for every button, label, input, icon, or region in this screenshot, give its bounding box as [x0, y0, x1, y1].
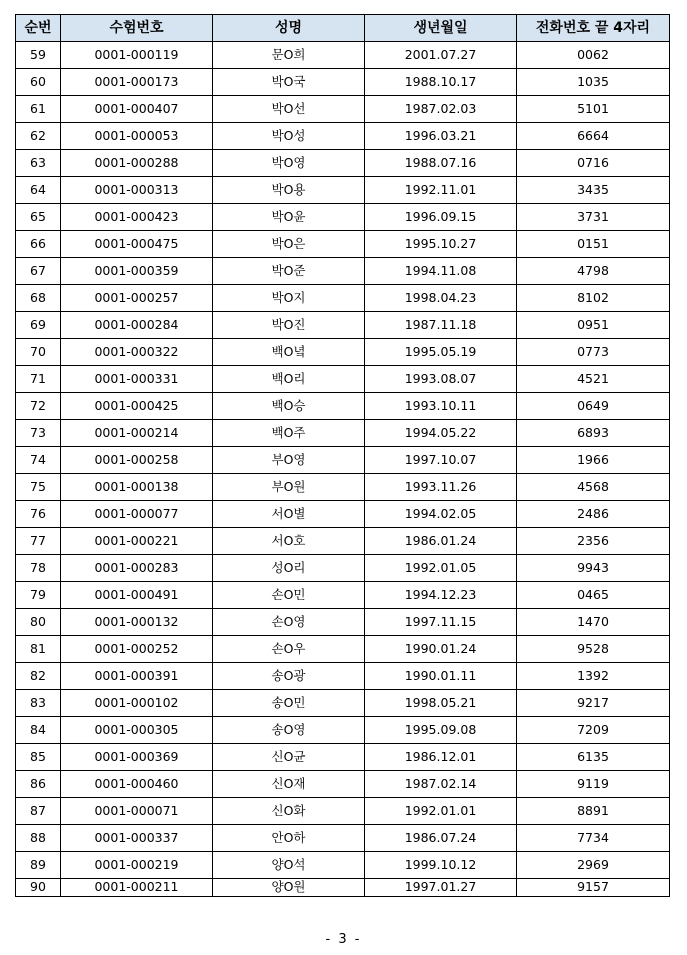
cell-name: 박O선	[213, 96, 365, 123]
cell-exam-number: 0001-000322	[61, 339, 213, 366]
cell-exam-number: 0001-000305	[61, 717, 213, 744]
cell-name: 백O승	[213, 393, 365, 420]
table-row	[16, 690, 670, 717]
cell-exam-number: 0001-000077	[61, 501, 213, 528]
cell-name: 박O용	[213, 177, 365, 204]
cell-exam-number: 0001-000337	[61, 825, 213, 852]
cell-exam-number: 0001-000102	[61, 690, 213, 717]
cell-birthdate: 1990.01.24	[365, 636, 517, 663]
table-row	[16, 258, 670, 285]
cell-birthdate: 1993.08.07	[365, 366, 517, 393]
table-row	[16, 879, 670, 897]
cell-name: 박O지	[213, 285, 365, 312]
table-row	[16, 474, 670, 501]
cell-birthdate: 1995.05.19	[365, 339, 517, 366]
cell-seq: 89	[16, 852, 61, 879]
cell-exam-number: 0001-000252	[61, 636, 213, 663]
cell-birthdate: 1994.12.23	[365, 582, 517, 609]
cell-exam-number: 0001-000391	[61, 663, 213, 690]
cell-name: 송O민	[213, 690, 365, 717]
cell-birthdate: 2001.07.27	[365, 42, 517, 69]
cell-exam-number: 0001-000173	[61, 69, 213, 96]
cell-birthdate: 1987.02.03	[365, 96, 517, 123]
table-row	[16, 69, 670, 96]
cell-exam-number: 0001-000331	[61, 366, 213, 393]
cell-exam-number: 0001-000475	[61, 231, 213, 258]
cell-name: 박O국	[213, 69, 365, 96]
cell-birthdate: 1995.09.08	[365, 717, 517, 744]
cell-seq: 75	[16, 474, 61, 501]
header-seq: 순번	[16, 15, 61, 42]
cell-exam-number: 0001-000258	[61, 447, 213, 474]
cell-birthdate: 1997.10.07	[365, 447, 517, 474]
cell-birthdate: 1992.01.05	[365, 555, 517, 582]
table-row	[16, 312, 670, 339]
cell-name: 박O윤	[213, 204, 365, 231]
cell-birthdate: 1986.12.01	[365, 744, 517, 771]
cell-phone-last4: 9119	[517, 771, 670, 798]
cell-exam-number: 0001-000460	[61, 771, 213, 798]
cell-seq: 83	[16, 690, 61, 717]
cell-birthdate: 1999.10.12	[365, 852, 517, 879]
cell-birthdate: 1987.11.18	[365, 312, 517, 339]
cell-seq: 70	[16, 339, 61, 366]
header-exam-number: 수험번호	[61, 15, 213, 42]
cell-exam-number: 0001-000138	[61, 474, 213, 501]
cell-exam-number: 0001-000211	[61, 879, 213, 897]
table-row	[16, 150, 670, 177]
cell-seq: 60	[16, 69, 61, 96]
cell-birthdate: 1994.05.22	[365, 420, 517, 447]
cell-seq: 76	[16, 501, 61, 528]
cell-name: 신O화	[213, 798, 365, 825]
cell-phone-last4: 9157	[517, 879, 670, 897]
cell-exam-number: 0001-000407	[61, 96, 213, 123]
cell-phone-last4: 0951	[517, 312, 670, 339]
table-header	[16, 15, 670, 42]
cell-exam-number: 0001-000214	[61, 420, 213, 447]
cell-name: 안O하	[213, 825, 365, 852]
page-number: - 3 -	[325, 932, 362, 947]
cell-seq: 81	[16, 636, 61, 663]
cell-name: 부O영	[213, 447, 365, 474]
table-row	[16, 177, 670, 204]
cell-name: 신O균	[213, 744, 365, 771]
cell-name: 박O성	[213, 123, 365, 150]
table-row	[16, 663, 670, 690]
table-row	[16, 717, 670, 744]
cell-seq: 86	[16, 771, 61, 798]
table-body	[16, 42, 670, 897]
cell-phone-last4: 3435	[517, 177, 670, 204]
cell-name: 성O리	[213, 555, 365, 582]
cell-phone-last4: 7734	[517, 825, 670, 852]
cell-name: 백O주	[213, 420, 365, 447]
cell-exam-number: 0001-000119	[61, 42, 213, 69]
cell-phone-last4: 0773	[517, 339, 670, 366]
cell-seq: 80	[16, 609, 61, 636]
cell-phone-last4: 1392	[517, 663, 670, 690]
cell-seq: 68	[16, 285, 61, 312]
cell-name: 양O석	[213, 852, 365, 879]
cell-birthdate: 1990.01.11	[365, 663, 517, 690]
cell-name: 신O재	[213, 771, 365, 798]
cell-phone-last4: 4521	[517, 366, 670, 393]
cell-phone-last4: 0649	[517, 393, 670, 420]
cell-birthdate: 1998.04.23	[365, 285, 517, 312]
cell-seq: 88	[16, 825, 61, 852]
cell-birthdate: 1988.07.16	[365, 150, 517, 177]
cell-seq: 65	[16, 204, 61, 231]
cell-exam-number: 0001-000359	[61, 258, 213, 285]
cell-name: 양O원	[213, 879, 365, 897]
cell-seq: 59	[16, 42, 61, 69]
cell-phone-last4: 4568	[517, 474, 670, 501]
table-row	[16, 771, 670, 798]
cell-name: 송O광	[213, 663, 365, 690]
cell-seq: 73	[16, 420, 61, 447]
cell-birthdate: 1987.02.14	[365, 771, 517, 798]
cell-name: 문O희	[213, 42, 365, 69]
cell-phone-last4: 0465	[517, 582, 670, 609]
cell-phone-last4: 0716	[517, 150, 670, 177]
cell-phone-last4: 7209	[517, 717, 670, 744]
table-row	[16, 582, 670, 609]
cell-exam-number: 0001-000283	[61, 555, 213, 582]
cell-name: 박O은	[213, 231, 365, 258]
cell-phone-last4: 9943	[517, 555, 670, 582]
table-row	[16, 204, 670, 231]
cell-birthdate: 1992.11.01	[365, 177, 517, 204]
cell-name: 박O진	[213, 312, 365, 339]
table-row	[16, 528, 670, 555]
table-row	[16, 744, 670, 771]
cell-phone-last4: 6135	[517, 744, 670, 771]
cell-exam-number: 0001-000423	[61, 204, 213, 231]
cell-birthdate: 1994.02.05	[365, 501, 517, 528]
cell-phone-last4: 2356	[517, 528, 670, 555]
table-row	[16, 231, 670, 258]
table-row	[16, 798, 670, 825]
cell-seq: 61	[16, 96, 61, 123]
table-row	[16, 609, 670, 636]
header-phone-last4: 전화번호 끝 4자리	[517, 15, 670, 42]
cell-name: 서O별	[213, 501, 365, 528]
cell-name: 부O원	[213, 474, 365, 501]
table-row	[16, 852, 670, 879]
header-row	[16, 15, 670, 42]
cell-exam-number: 0001-000313	[61, 177, 213, 204]
cell-phone-last4: 8102	[517, 285, 670, 312]
cell-seq: 85	[16, 744, 61, 771]
cell-name: 송O영	[213, 717, 365, 744]
cell-seq: 90	[16, 879, 61, 897]
cell-seq: 69	[16, 312, 61, 339]
cell-exam-number: 0001-000257	[61, 285, 213, 312]
cell-exam-number: 0001-000425	[61, 393, 213, 420]
table-row	[16, 339, 670, 366]
cell-birthdate: 1996.09.15	[365, 204, 517, 231]
table-row	[16, 825, 670, 852]
cell-seq: 67	[16, 258, 61, 285]
cell-phone-last4: 2969	[517, 852, 670, 879]
cell-phone-last4: 9217	[517, 690, 670, 717]
table-row	[16, 555, 670, 582]
cell-phone-last4: 9528	[517, 636, 670, 663]
cell-name: 손O영	[213, 609, 365, 636]
cell-seq: 77	[16, 528, 61, 555]
cell-birthdate: 1997.01.27	[365, 879, 517, 897]
cell-birthdate: 1993.11.26	[365, 474, 517, 501]
cell-phone-last4: 0151	[517, 231, 670, 258]
cell-phone-last4: 2486	[517, 501, 670, 528]
cell-name: 서O호	[213, 528, 365, 555]
table-row	[16, 96, 670, 123]
cell-name: 박O준	[213, 258, 365, 285]
cell-name: 박O영	[213, 150, 365, 177]
cell-phone-last4: 8891	[517, 798, 670, 825]
cell-birthdate: 1994.11.08	[365, 258, 517, 285]
cell-exam-number: 0001-000219	[61, 852, 213, 879]
cell-seq: 66	[16, 231, 61, 258]
cell-phone-last4: 1966	[517, 447, 670, 474]
cell-birthdate: 1992.01.01	[365, 798, 517, 825]
table-row	[16, 285, 670, 312]
cell-seq: 63	[16, 150, 61, 177]
cell-exam-number: 0001-000071	[61, 798, 213, 825]
table-row	[16, 420, 670, 447]
cell-name: 백O녘	[213, 339, 365, 366]
cell-birthdate: 1997.11.15	[365, 609, 517, 636]
cell-seq: 79	[16, 582, 61, 609]
cell-exam-number: 0001-000288	[61, 150, 213, 177]
cell-seq: 72	[16, 393, 61, 420]
cell-exam-number: 0001-000053	[61, 123, 213, 150]
cell-birthdate: 1988.10.17	[365, 69, 517, 96]
table-row	[16, 42, 670, 69]
cell-name: 백O리	[213, 366, 365, 393]
cell-seq: 82	[16, 663, 61, 690]
table-row	[16, 636, 670, 663]
cell-exam-number: 0001-000132	[61, 609, 213, 636]
cell-seq: 62	[16, 123, 61, 150]
header-birthdate: 생년월일	[365, 15, 517, 42]
cell-seq: 71	[16, 366, 61, 393]
cell-phone-last4: 3731	[517, 204, 670, 231]
cell-birthdate: 1995.10.27	[365, 231, 517, 258]
cell-seq: 74	[16, 447, 61, 474]
cell-name: 손O민	[213, 582, 365, 609]
table-row	[16, 393, 670, 420]
applicant-table	[15, 14, 670, 897]
cell-phone-last4: 4798	[517, 258, 670, 285]
cell-birthdate: 1996.03.21	[365, 123, 517, 150]
cell-seq: 64	[16, 177, 61, 204]
table-row	[16, 123, 670, 150]
cell-name: 손O우	[213, 636, 365, 663]
cell-exam-number: 0001-000284	[61, 312, 213, 339]
cell-phone-last4: 5101	[517, 96, 670, 123]
table-row	[16, 447, 670, 474]
cell-exam-number: 0001-000221	[61, 528, 213, 555]
cell-birthdate: 1993.10.11	[365, 393, 517, 420]
cell-phone-last4: 1470	[517, 609, 670, 636]
cell-phone-last4: 6893	[517, 420, 670, 447]
cell-seq: 78	[16, 555, 61, 582]
cell-seq: 87	[16, 798, 61, 825]
cell-exam-number: 0001-000491	[61, 582, 213, 609]
cell-birthdate: 1998.05.21	[365, 690, 517, 717]
cell-phone-last4: 1035	[517, 69, 670, 96]
cell-phone-last4: 6664	[517, 123, 670, 150]
table-row	[16, 501, 670, 528]
cell-seq: 84	[16, 717, 61, 744]
cell-birthdate: 1986.01.24	[365, 528, 517, 555]
cell-exam-number: 0001-000369	[61, 744, 213, 771]
cell-birthdate: 1986.07.24	[365, 825, 517, 852]
table-row	[16, 366, 670, 393]
cell-phone-last4: 0062	[517, 42, 670, 69]
header-name: 성명	[213, 15, 365, 42]
